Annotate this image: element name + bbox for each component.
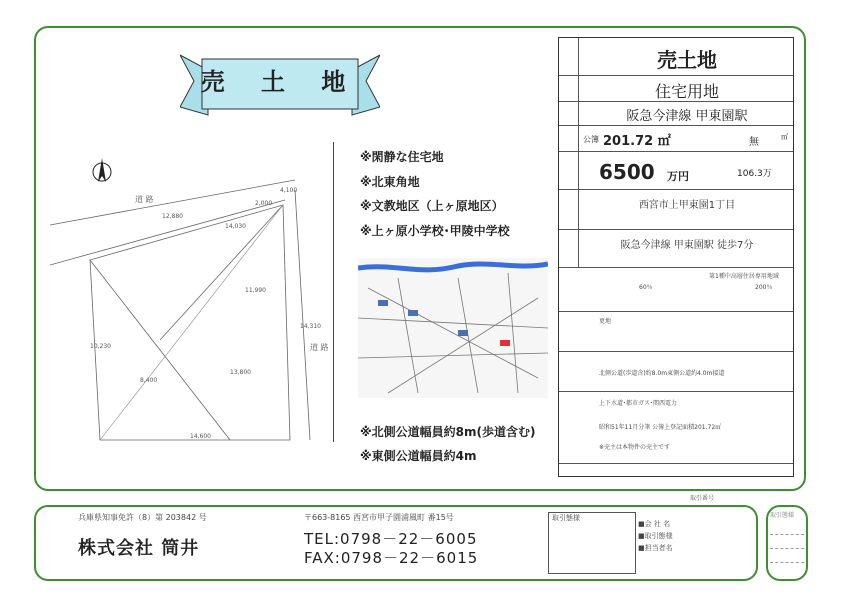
company-address: 〒663-8165 西宮市甲子園浦風町 番15号	[304, 513, 454, 522]
dim-label: 8,400	[140, 377, 158, 384]
road-width-item: ※北側公道幅員約8m(歩道含む)	[360, 425, 536, 439]
far-value: 200％	[755, 284, 773, 291]
feature-item: ※北東角地	[360, 174, 420, 189]
dash-line	[770, 548, 804, 549]
dim-label: 10,230	[90, 343, 111, 350]
row-station	[559, 102, 793, 126]
row-zoning	[559, 268, 793, 312]
location-value: 西宮市上甲東園1丁目	[638, 200, 736, 211]
area-prefix: 公簿	[583, 135, 599, 144]
property-info-table	[558, 37, 794, 477]
divider	[333, 142, 334, 442]
dim-label: 14,310	[300, 323, 321, 330]
field-trade-type: ■取引態様	[638, 532, 673, 540]
road-label-top: 道 路	[135, 195, 154, 204]
row-kind	[559, 38, 793, 76]
access-value: 阪急今津線 甲東園駅 徒歩7分	[620, 240, 754, 251]
notice-title: 取引態様	[552, 514, 580, 522]
remarks2-value: ※売主は本物件の売主です	[599, 444, 671, 451]
use-value: 住宅用地	[654, 82, 719, 101]
road-width-notes	[360, 420, 536, 468]
road-value: 北側公道(歩道含)約8.0m東側公道約4.0m接道	[599, 370, 725, 377]
road-width-item: ※東側公道幅員約4m	[360, 449, 477, 463]
fax-number: FAX:0798－22－6015	[304, 549, 479, 567]
feature-item: ※文教地区（上ヶ原地区）	[360, 199, 504, 213]
plot-diagram	[50, 150, 340, 450]
row-access	[559, 230, 793, 268]
field-contact: ■担当者名	[638, 544, 673, 552]
row-area	[559, 126, 793, 152]
dim-label: 2,000	[255, 200, 273, 207]
area-map	[358, 258, 548, 398]
banner-title: 売 土 地	[200, 68, 360, 96]
north-arrow-icon	[93, 158, 111, 182]
tsubo-value: 106.3万	[737, 169, 772, 179]
feature-list	[360, 145, 510, 243]
current-value: 更地	[599, 318, 612, 325]
license-number: 兵庫県知事免許（8）第 203842 号	[78, 513, 207, 522]
dim-label: 14,030	[225, 223, 246, 230]
dim-label: 14,600	[190, 433, 211, 440]
price-unit: 万円	[667, 170, 689, 183]
feature-item: ※閑静な住宅地	[360, 150, 444, 164]
phone-number[interactable]: TEL:0798－22－6005	[304, 530, 478, 548]
row-road	[559, 352, 793, 392]
dim-label: 12,880	[162, 213, 183, 220]
dim-label: 4,100	[280, 187, 298, 194]
trade-number-label: 取引番号	[690, 495, 715, 502]
field-company: ■会 社 名	[638, 520, 671, 528]
road-label-right: 道 路	[310, 343, 329, 352]
setback-value: 無	[749, 137, 759, 148]
station-value: 阪急今津線 甲東園駅	[626, 109, 748, 124]
row-price	[559, 152, 793, 190]
dash-line	[770, 534, 804, 535]
mini-title: 取引態様	[770, 512, 795, 519]
broker-fields	[638, 518, 673, 554]
dim-label: 11,990	[245, 287, 266, 294]
utilities-value: 上下水道･都市ガス･関西電力	[599, 400, 678, 407]
dash-line	[770, 562, 804, 563]
price-value: 6500	[599, 160, 655, 184]
row-location	[559, 190, 793, 230]
row-remarks	[559, 392, 793, 464]
setback-unit: ㎡	[781, 133, 788, 141]
row-use	[559, 76, 793, 102]
kind-value: 売土地	[657, 48, 717, 72]
company-name: 株式会社 筒井	[78, 538, 200, 559]
zoning-value: 第1種中高層住居専用地域	[709, 273, 779, 280]
feature-item: ※上ヶ原小学校･甲陵中学校	[360, 223, 510, 238]
area-value: 201.72 ㎡	[603, 134, 671, 149]
coverage-value: 60％	[639, 284, 653, 291]
remarks-value: 昭和51年11月分筆 公簿上登記面積201.72㎡	[599, 424, 722, 431]
row-current	[559, 312, 793, 352]
dim-label: 13,800	[230, 369, 251, 376]
